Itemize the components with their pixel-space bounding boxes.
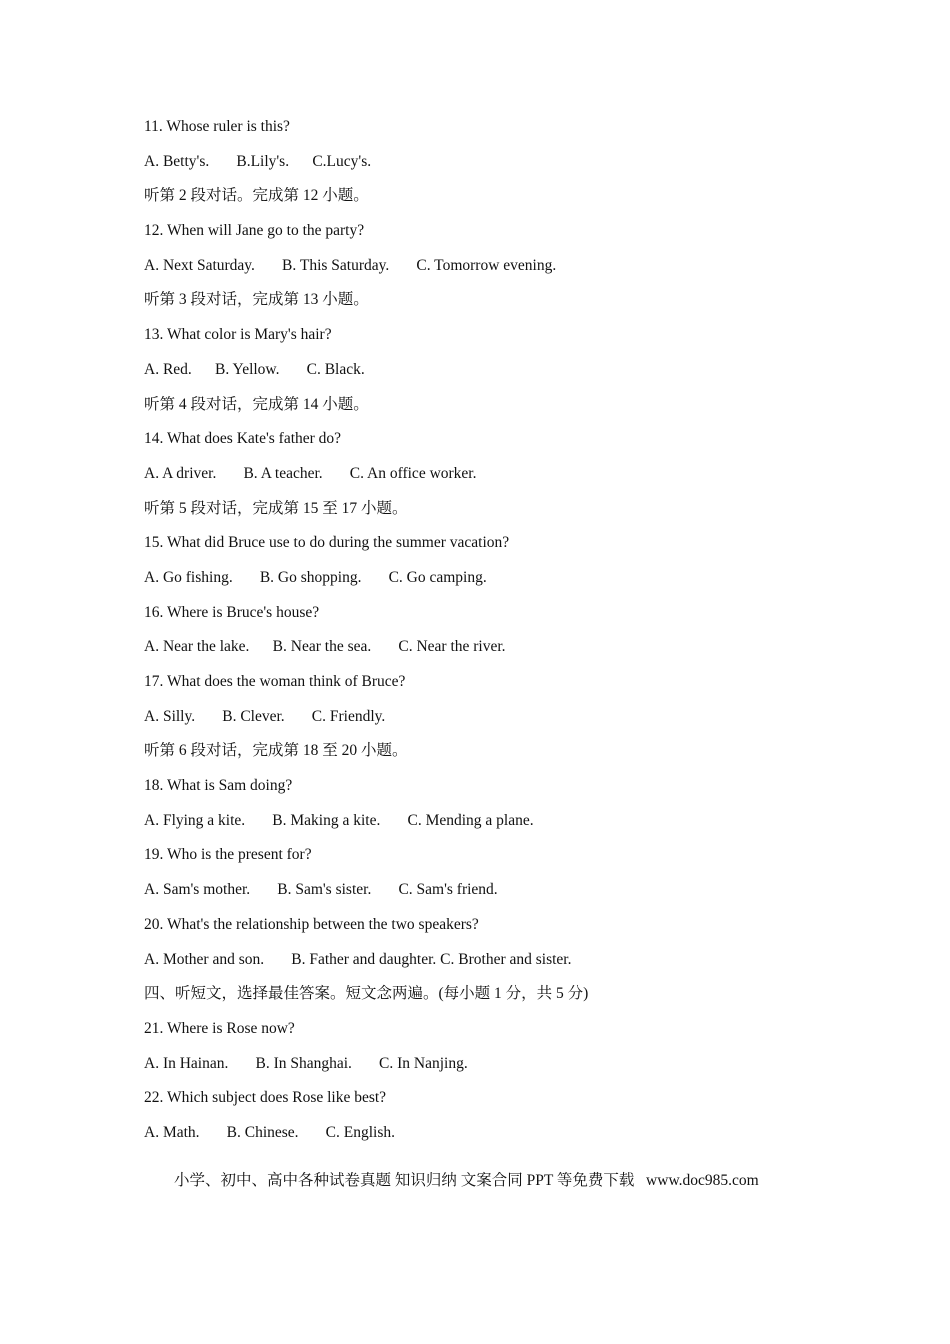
page-footer: 小学、初中、高中各种试卷真题 知识归纳 文案合同 PPT 等免费下载 www.doc985.com <box>174 1172 759 1189</box>
options-21: A. In Hainan. B. In Shanghai. C. In Nanjing. <box>144 1054 468 1072</box>
question-22: 22. Which subject does Rose like best? <box>144 1089 387 1107</box>
section-instruction: 听第 2 段对话。完成第 12 小题。 <box>144 187 369 205</box>
options-17: A. Silly. B. Clever. C. Friendly. <box>144 707 386 725</box>
options-22: A. Math. B. Chinese. C. English. <box>144 1123 396 1141</box>
options-16: A. Near the lake. B. Near the sea. C. Near the river. <box>144 638 506 656</box>
question-14: 14. What does Kate's father do? <box>144 430 342 448</box>
options-11: A. Betty's. B.Lily's. C.Lucy's. <box>144 152 372 170</box>
question-11: 11. Whose ruler is this? <box>144 118 290 135</box>
section-instruction: 听第 4 段对话，完成第 14 小题。 <box>144 395 369 413</box>
question-16: 16. Where is Bruce's house? <box>144 603 320 621</box>
options-12: A. Next Saturday. B. This Saturday. C. Tomorrow evening. <box>144 256 557 274</box>
question-20: 20. What's the relationship between the two speakers? <box>144 915 479 933</box>
question-17: 17. What does the woman think of Bruce? <box>144 673 406 690</box>
question-21: 21. Where is Rose now? <box>144 1019 295 1037</box>
question-15: 15. What did Bruce use to do during the summer vacation? <box>144 534 510 552</box>
question-18: 18. What is Sam doing? <box>144 777 293 795</box>
options-13: A. Red. B. Yellow. C. Black. <box>144 360 365 378</box>
section-instruction: 听第 5 段对话，完成第 15 至 17 小题。 <box>144 499 408 517</box>
question-13: 13. What color is Mary's hair? <box>144 326 332 344</box>
options-20: A. Mother and son. B. Father and daughter. C. Brother and sister. <box>144 950 572 968</box>
options-15: A. Go fishing. B. Go shopping. C. Go camping. <box>144 568 487 586</box>
section-instruction: 听第 6 段对话，完成第 18 至 20 小题。 <box>144 742 408 760</box>
question-19: 19. Who is the present for? <box>144 846 312 864</box>
section-instruction: 听第 3 段对话，完成第 13 小题。 <box>144 291 369 309</box>
section-heading: 四、听短文，选择最佳答案。短文念两遍。(每小题 1 分，共 5 分) <box>144 985 589 1003</box>
exam-page-content <box>144 116 844 1157</box>
question-12: 12. When will Jane go to the party? <box>144 222 365 240</box>
options-18: A. Flying a kite. B. Making a kite. C. Mending a plane. <box>144 811 534 829</box>
options-19: A. Sam's mother. B. Sam's sister. C. Sam's friend. <box>144 881 498 899</box>
options-14: A. A driver. B. A teacher. C. An office worker. <box>144 464 477 482</box>
